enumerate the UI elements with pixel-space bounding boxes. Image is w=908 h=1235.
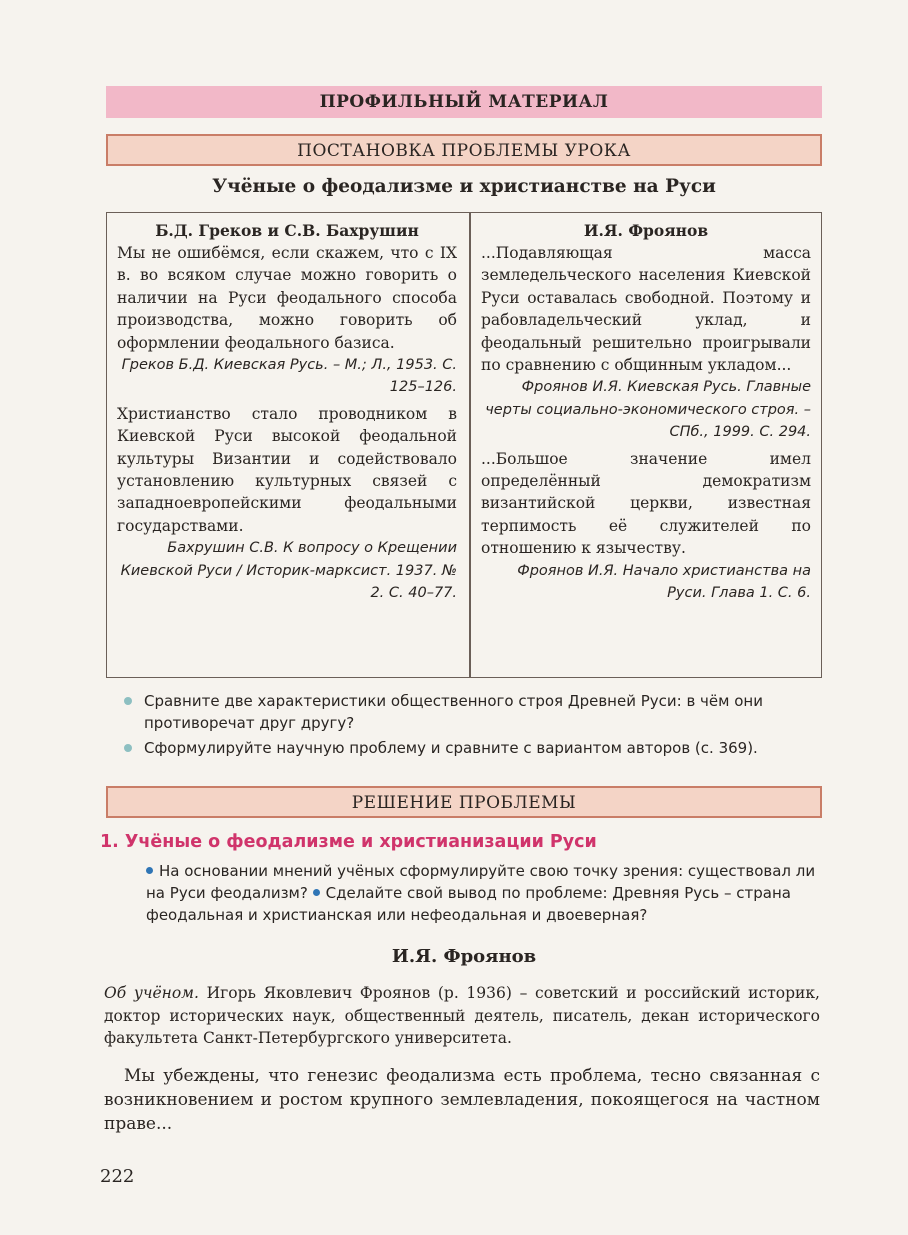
question-text: Сформулируйте научную проблему и сравните с вариантом авторов (с. 369).	[144, 739, 758, 757]
right-quote-2: ...Большое значение имел определённый демократизм византийской церкви, известная терпимость её служителей по отношению к язычеству.	[481, 449, 811, 558]
page-number: 222	[100, 1166, 135, 1187]
right-quote-1: ...Подавляющая масса земледельческого населения Киевской Руси оставалась свободной. Поэтому и рабовладельческий уклад, и феодальный решительно проигрывали по сравнению с общинным укладом...	[481, 244, 811, 375]
task-dot-icon	[146, 867, 153, 874]
table-divider	[469, 213, 471, 677]
left-citation-2: Бахрушин С.В. К вопросу о Крещении Киевской Руси / Историк-марксист. 1937. № 2. С. 40–77.	[120, 540, 457, 602]
bullet-dot-icon	[124, 697, 132, 705]
right-citation-1: Фроянов И.Я. Киевская Русь. Главные черты социально-экономического строя. – СПб., 1999. С. 294.	[485, 379, 811, 441]
left-citation-1: Греков Б.Д. Киевская Русь. – М.; Л., 1953. С. 125–126.	[121, 357, 457, 396]
task-dot-icon	[313, 889, 320, 896]
about-text: Игорь Яковлевич Фроянов (р. 1936) – советский и российский историк, доктор исторических наук, общественный деятель, писатель, декан исторического факультета Санкт-Петербургского университета.	[104, 984, 820, 1047]
about-lead: Об учёном.	[104, 984, 199, 1002]
author-heading: И.Я. Фроянов	[391, 946, 537, 967]
list-item	[122, 690, 822, 734]
lesson-problem-band: ПОСТАНОВКА ПРОБЛЕМЫ УРОКА	[106, 134, 822, 166]
section-title: Учёные о феодализме и христианстве на Руси	[212, 176, 716, 197]
list-item	[122, 737, 822, 759]
profile-material-band: ПРОФИЛЬНЫЙ МАТЕРИАЛ	[106, 86, 822, 118]
question-list	[122, 690, 822, 762]
left-quote-1: Мы не ошибёмся, если скажем, что с IX в. во всяком случае можно говорить о наличии на Руси феодального способа производства, можно говорить об оформлении феодального базиса.	[117, 244, 457, 352]
author-excerpt: Мы убеждены, что генезис феодализма есть проблема, тесно связанная с возникновением и ростом крупного землевладения, покоящегося на частном праве...	[104, 1066, 820, 1134]
bullet-dot-icon	[124, 744, 132, 752]
question-text: Сравните две характеристики общественного строя Древней Руси: в чём они противоречат друг другу?	[144, 692, 763, 732]
right-citation-2: Фроянов И.Я. Начало христианства на Руси. Глава 1. С. 6.	[517, 562, 811, 602]
scholars-comparison-table	[106, 212, 822, 678]
task-a-text: На основании мнений учёных сформулируйте свою точку зрения: существовал ли на Руси феодализм?	[146, 862, 816, 902]
left-column-heading: Б.Д. Греков и С.В. Бахрушин	[155, 221, 419, 240]
problem-solution-band: РЕШЕНИЕ ПРОБЛЕМЫ	[106, 786, 822, 818]
section-1-tasks	[146, 860, 820, 926]
section-1-heading: 1. Учёные о феодализме и христианизации Руси	[100, 832, 597, 852]
task-b-text: Сделайте свой вывод по проблеме: Древняя Русь – страна феодальная и христианская или нефеодальная и двоеверная?	[146, 884, 791, 924]
right-column-heading: И.Я. Фроянов	[583, 221, 709, 240]
left-quote-2: Христианство стало проводником в Киевской Руси высокой феодальной культуры Византии и содействовало установлению культурных связей с западноевропейскими феодальными государствами.	[117, 404, 457, 535]
about-author	[104, 982, 820, 1050]
right-column	[481, 221, 811, 609]
left-column	[117, 221, 457, 609]
